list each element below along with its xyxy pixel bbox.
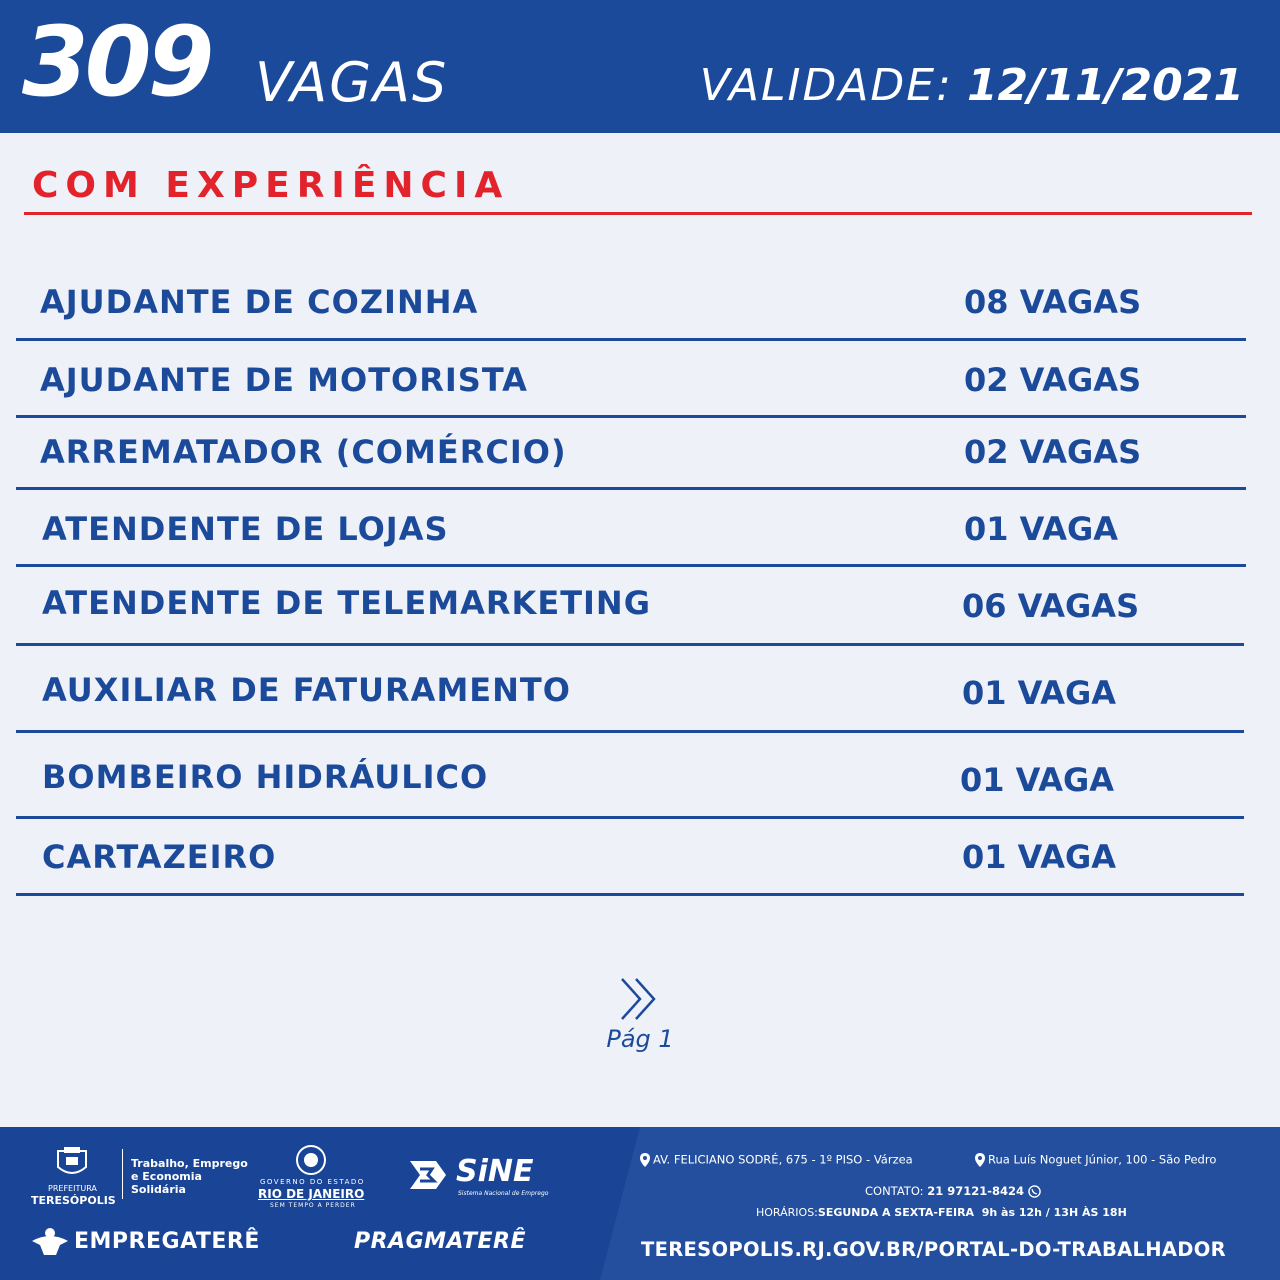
contact-line bbox=[865, 1185, 1041, 1198]
governo-line3: SEM TEMPO A PERDER bbox=[270, 1202, 356, 1209]
hours-value: SEGUNDA A SEXTA-FEIRA 9h às 12h / 13H ÀS 18H bbox=[817, 1206, 1127, 1219]
address-1 bbox=[640, 1153, 913, 1167]
validity-date: 12/11/2021 bbox=[966, 60, 1244, 111]
governo-line2: RIO DE JANEIRO bbox=[258, 1187, 365, 1201]
row-divider bbox=[16, 643, 1244, 646]
row-divider bbox=[16, 338, 1246, 341]
website-link[interactable]: TERESOPOLIS.RJ.GOV.BR/PORTAL-DO-TRABALHADOR bbox=[641, 1238, 1226, 1261]
job-count: 01 VAGA bbox=[964, 510, 1119, 548]
job-count: 08 VAGAS bbox=[964, 283, 1142, 321]
job-count: 06 VAGAS bbox=[962, 587, 1140, 625]
state-seal-icon bbox=[294, 1143, 328, 1177]
row-divider bbox=[16, 487, 1246, 490]
hours-line bbox=[756, 1207, 1127, 1218]
job-title: BOMBEIRO HIDRÁULICO bbox=[42, 758, 489, 796]
hours-label: HORÁRIOS: bbox=[756, 1206, 818, 1219]
governo-rj-logo bbox=[256, 1143, 366, 1209]
coat-of-arms-icon bbox=[52, 1147, 92, 1181]
job-title: ARREMATADOR (COMÉRCIO) bbox=[40, 433, 567, 471]
empregatere-logo: EMPREGATERÊ bbox=[74, 1229, 260, 1254]
job-count: 01 VAGA bbox=[962, 674, 1117, 712]
secretaria-line2: e Economia bbox=[131, 1170, 202, 1183]
job-count: 02 VAGAS bbox=[964, 361, 1142, 399]
validity-label: VALIDADE: bbox=[699, 60, 953, 111]
prefeitura-line2: TERESÓPOLIS bbox=[31, 1194, 116, 1207]
address-2-text: Rua Luís Noguet Júnior, 100 - São Pedro bbox=[988, 1152, 1217, 1167]
location-pin-icon bbox=[640, 1153, 650, 1167]
contact-phone[interactable]: 21 97121-8424 bbox=[927, 1184, 1024, 1198]
contact-label: CONTATO: bbox=[865, 1184, 924, 1198]
governo-line1: GOVERNO DO ESTADO bbox=[260, 1178, 365, 1186]
job-count: 01 VAGA bbox=[960, 761, 1115, 799]
validity bbox=[699, 60, 1244, 111]
pager[interactable] bbox=[590, 975, 690, 1053]
secretaria-line1: Trabalho, Emprego bbox=[131, 1157, 248, 1170]
section-title: COM EXPERIÊNCIA bbox=[32, 165, 510, 206]
row-divider bbox=[16, 415, 1246, 418]
vacancy-total: 309 bbox=[22, 6, 211, 118]
address-1-text: AV. FELICIANO SODRÉ, 675 - 1º PISO - Várzea bbox=[653, 1152, 913, 1167]
prefeitura-logo bbox=[28, 1147, 118, 1207]
header-banner bbox=[0, 0, 1280, 133]
job-title: ATENDENTE DE LOJAS bbox=[42, 510, 449, 548]
location-pin-icon bbox=[975, 1153, 985, 1167]
vacancy-label: VAGAS bbox=[255, 51, 449, 114]
job-title: AJUDANTE DE MOTORISTA bbox=[40, 361, 528, 399]
address-2 bbox=[975, 1153, 1216, 1167]
sine-name: SiNE bbox=[456, 1154, 534, 1189]
sine-logo bbox=[406, 1154, 549, 1201]
secretaria-line3: Solidária bbox=[131, 1183, 186, 1196]
job-title: AUXILIAR DE FATURAMENTO bbox=[42, 671, 571, 709]
row-divider bbox=[16, 730, 1244, 733]
row-divider bbox=[16, 564, 1246, 567]
page-label: Pág 1 bbox=[606, 1025, 674, 1053]
row-divider bbox=[16, 893, 1244, 896]
job-title: CARTAZEIRO bbox=[42, 838, 277, 876]
whatsapp-icon bbox=[1028, 1185, 1041, 1198]
section-underline bbox=[24, 212, 1252, 215]
job-title: AJUDANTE DE COZINHA bbox=[40, 283, 479, 321]
logo-separator bbox=[122, 1149, 123, 1199]
job-title: ATENDENTE DE TELEMARKETING bbox=[42, 584, 651, 622]
job-count: 02 VAGAS bbox=[964, 433, 1142, 471]
empregatere-figure-icon bbox=[30, 1227, 70, 1255]
prefeitura-line1: PREFEITURA bbox=[48, 1184, 97, 1193]
sine-subtitle: Sistema Nacional de Emprego bbox=[458, 1190, 549, 1197]
pragmatere-logo: PRAGMATERÊ bbox=[354, 1229, 526, 1254]
sine-s-icon bbox=[406, 1155, 450, 1195]
footer bbox=[0, 1127, 1280, 1280]
job-count: 01 VAGA bbox=[962, 838, 1117, 876]
double-chevron-right-icon[interactable] bbox=[618, 975, 662, 1023]
row-divider bbox=[16, 816, 1244, 819]
